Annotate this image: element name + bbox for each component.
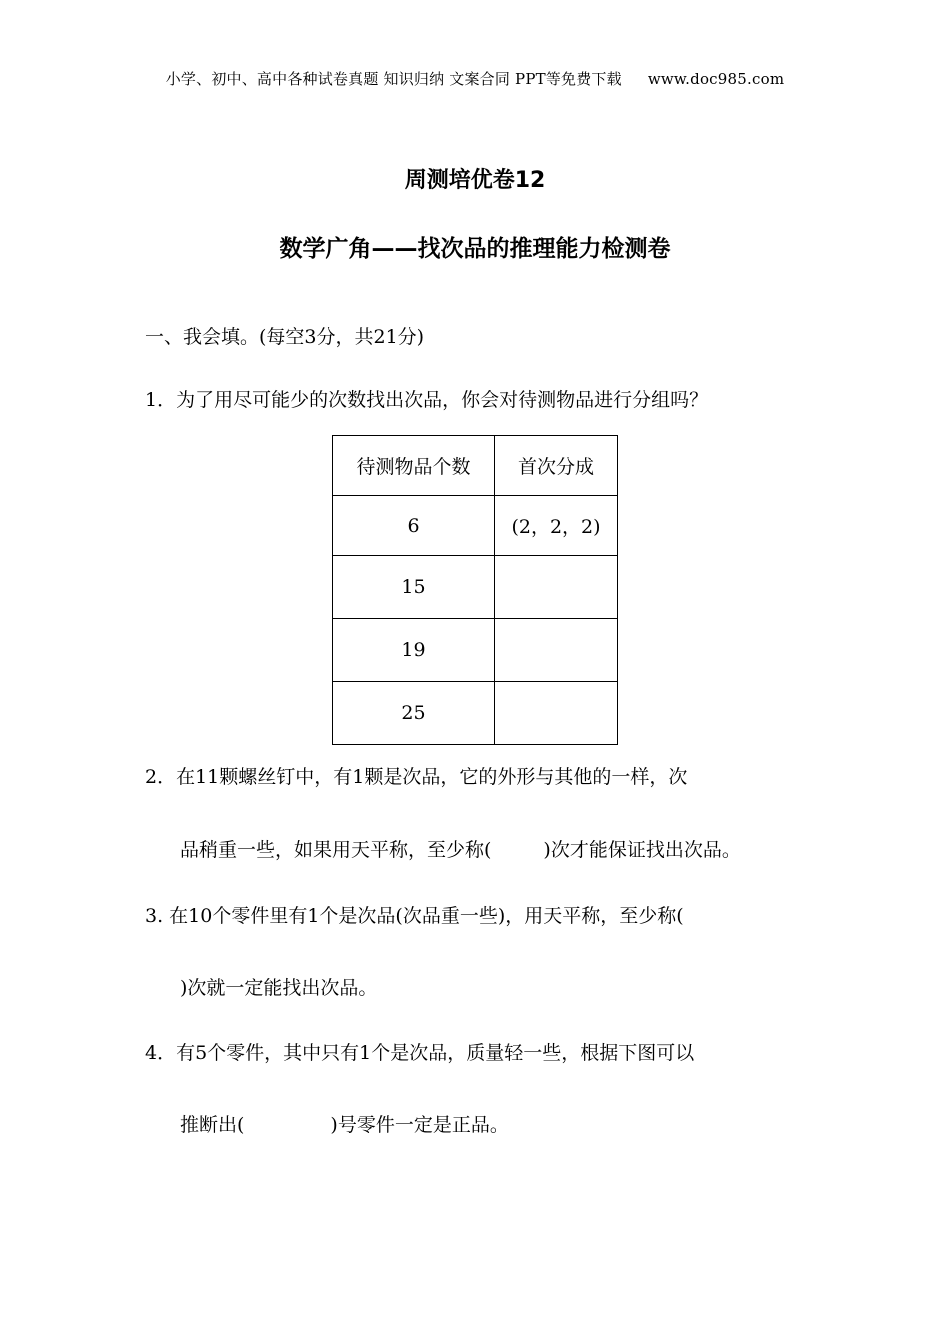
table-cell-split-blank[interactable] xyxy=(495,619,618,682)
table-header-split: 首次分成 xyxy=(495,436,618,496)
table-cell-count: 25 xyxy=(333,682,495,745)
header-text: 小学、初中、高中各种试卷真题 知识归纳 文案合同 PPT等免费下载 xyxy=(165,70,622,88)
table-cell-count: 6 xyxy=(333,496,495,556)
page-title: 周测培优卷12 xyxy=(404,168,546,193)
question-2-line-1: 2．在11颗螺丝钉中，有1颗是次品，它的外形与其他的一样，次 xyxy=(145,766,688,788)
question-2-line-2 xyxy=(180,835,741,862)
page-subtitle: 数学广角——找次品的推理能力检测卷 xyxy=(279,236,671,262)
table-cell-count: 15 xyxy=(333,556,495,619)
question-1-table xyxy=(332,435,618,745)
table-row xyxy=(333,556,618,619)
header-site: www.doc985.com xyxy=(647,70,785,88)
page-header xyxy=(0,68,950,89)
table-header-count: 待测物品个数 xyxy=(333,436,495,496)
table-cell-split: (2，2，2) xyxy=(495,496,618,556)
section-heading: 一、我会填。(每空3分，共21分) xyxy=(145,326,425,348)
table-row xyxy=(333,496,618,556)
question-1-text: 1．为了用尽可能少的次数找出次品，你会对待测物品进行分组吗？ xyxy=(145,389,709,411)
question-3-text-before-blank: 3. 在10个零件里有1个是次品(次品重一些)，用天平称，至少称( xyxy=(145,905,684,927)
question-4-line-1: 4．有5个零件，其中只有1个是次品，质量轻一些，根据下图可以 xyxy=(145,1042,695,1064)
question-4-text-after-blank: )号零件一定是正品。 xyxy=(330,1114,509,1136)
question-4-text-before-blank: 推断出( xyxy=(180,1114,245,1136)
table-row xyxy=(333,682,618,745)
question-3-line-1 xyxy=(145,901,704,928)
table-cell-split-blank[interactable] xyxy=(495,556,618,619)
table-cell-count: 19 xyxy=(333,619,495,682)
question-3-line-2: )次就一定能找出次品。 xyxy=(180,977,378,999)
question-2-text-after-blank: )次才能保证找出次品。 xyxy=(543,839,741,861)
question-4-line-2 xyxy=(180,1110,509,1137)
question-2-text-before-blank: 品稍重一些，如果用天平称，至少称( xyxy=(180,839,492,861)
table-cell-split-blank[interactable] xyxy=(495,682,618,745)
table-row xyxy=(333,619,618,682)
table-header-row xyxy=(333,436,618,496)
